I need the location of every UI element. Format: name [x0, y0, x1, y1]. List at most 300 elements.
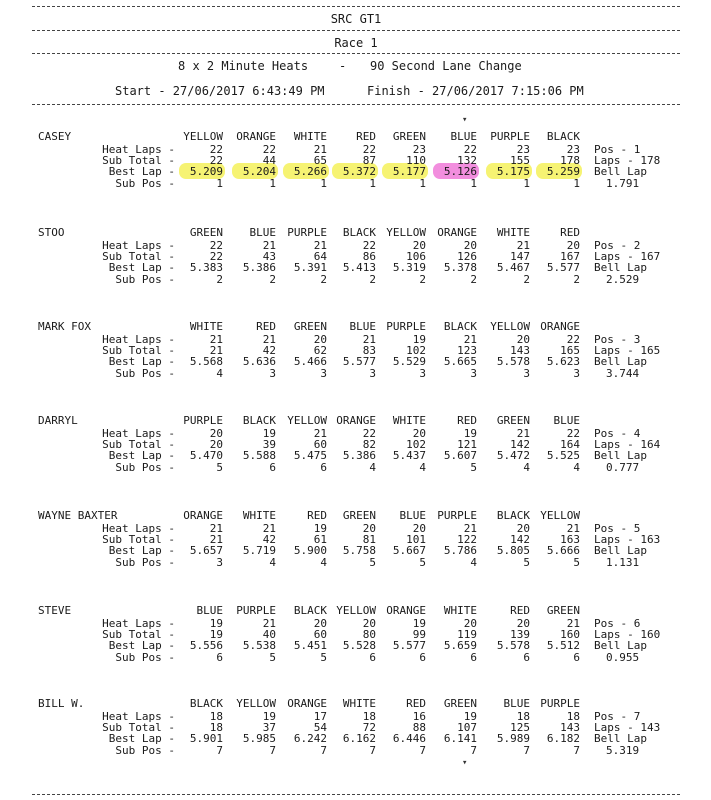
subtotal-value: 21: [209, 344, 223, 357]
subtotal-value: 43: [262, 250, 276, 263]
row-label-subpos: Sub Pos -: [115, 556, 175, 569]
subtotal-value: 107: [457, 721, 477, 734]
bell-lap-value: 0.777: [606, 461, 640, 474]
subpos-value: 5: [573, 556, 580, 569]
driver-name: STEVE: [38, 604, 72, 617]
subpos-value: 1: [369, 177, 376, 190]
lane-header: GREEN: [546, 604, 580, 617]
lane-header: PURPLE: [236, 604, 276, 617]
subpos-value: 3: [419, 367, 426, 380]
best-value: 5.578: [496, 355, 530, 368]
total-laps-value: Laps - 164: [594, 438, 661, 451]
row-label-best: Best Lap -: [108, 165, 175, 178]
row-label-subtotal: Sub Total -: [102, 628, 175, 641]
best-value: 5.177: [392, 165, 426, 178]
best-value: 5.538: [242, 639, 276, 652]
heat-value: 21: [262, 617, 276, 630]
best-value: 5.568: [189, 355, 223, 368]
subpos-value: 6: [573, 651, 580, 664]
page-title: SRC GT1: [330, 12, 382, 26]
best-value: 5.204: [242, 165, 276, 178]
subpos-value: 5: [523, 556, 530, 569]
best-value: 5.386: [342, 449, 376, 462]
bell-lap-label: Bell Lap: [594, 165, 647, 178]
row-label-heat: Heat Laps -: [102, 333, 175, 346]
subtotal-value: 80: [362, 628, 376, 641]
subpos-value: 3: [369, 367, 376, 380]
heat-value: 22: [362, 427, 376, 440]
driver-block: [0, 697, 711, 787]
row-label-heat: Heat Laps -: [102, 143, 175, 156]
heat-value: 20: [362, 522, 376, 535]
heat-value: 19: [262, 427, 276, 440]
best-value: 5.989: [496, 732, 530, 745]
lane-header: WHITE: [293, 130, 327, 143]
best-value: 6.141: [443, 732, 477, 745]
subtotal-value: 102: [406, 344, 426, 357]
subpos-value: 4: [419, 461, 426, 474]
lane-header: ORANGE: [236, 130, 276, 143]
position-value: Pos - 5: [594, 522, 641, 535]
subpos-value: 6: [419, 651, 426, 664]
lane-header: PURPLE: [437, 509, 477, 522]
subtotal-value: 122: [457, 533, 477, 546]
best-value: 5.383: [189, 261, 223, 274]
position-value: Pos - 7: [594, 710, 641, 723]
subpos-value: 3: [269, 367, 276, 380]
subtotal-value: 167: [560, 250, 580, 263]
lane-header: WHITE: [189, 320, 223, 333]
heat-value: 20: [412, 239, 426, 252]
subpos-value: 4: [216, 367, 223, 380]
bell-lap-label: Bell Lap: [594, 261, 647, 274]
lane-header: GREEN: [496, 414, 530, 427]
bell-lap-value: 2.529: [606, 273, 640, 286]
heat-value: 20: [463, 617, 477, 630]
driver-block: [0, 604, 711, 694]
bell-lap-label: Bell Lap: [594, 544, 647, 557]
heat-value: 19: [412, 617, 426, 630]
heat-value: 17: [313, 710, 327, 723]
lane-header: RED: [457, 414, 477, 427]
bell-lap-value: 5.319: [606, 744, 640, 757]
subpos-value: 1: [573, 177, 580, 190]
subpos-value: 6: [269, 461, 276, 474]
subtotal-value: 60: [313, 438, 327, 451]
heat-value: 20: [412, 522, 426, 535]
heat-value: 20: [516, 333, 530, 346]
lane-change-format: 90 Second Lane Change: [370, 59, 522, 73]
best-value: 5.378: [443, 261, 477, 274]
row-label-heat: Heat Laps -: [102, 710, 175, 723]
subtotal-value: 83: [362, 344, 376, 357]
best-value: 5.786: [443, 544, 477, 557]
subpos-value: 3: [216, 556, 223, 569]
heat-value: 18: [516, 710, 530, 723]
row-label-subtotal: Sub Total -: [102, 250, 175, 263]
subtotal-value: 61: [313, 533, 327, 546]
row-label-best: Best Lap -: [108, 732, 175, 745]
driver-name: STOO: [38, 226, 65, 239]
heat-value: 20: [209, 427, 223, 440]
heat-value: 21: [566, 617, 580, 630]
subtotal-value: 123: [457, 344, 477, 357]
best-value: 5.209: [189, 165, 223, 178]
lane-header: BLACK: [293, 604, 327, 617]
subpos-value: 5: [470, 461, 477, 474]
row-label-subtotal: Sub Total -: [102, 154, 175, 167]
subpos-value: 3: [523, 367, 530, 380]
heat-value: 20: [313, 333, 327, 346]
bell-lap-value: 3.744: [606, 367, 640, 380]
scan-mark: ▾: [462, 758, 468, 768]
heat-value: 23: [516, 143, 530, 156]
best-value: 5.391: [293, 261, 327, 274]
bell-lap-label: Bell Lap: [594, 449, 647, 462]
lane-header: YELLOW: [287, 414, 327, 427]
heat-value: 19: [209, 617, 223, 630]
subpos-value: 7: [216, 744, 223, 757]
best-value: 5.413: [342, 261, 376, 274]
heat-value: 18: [566, 710, 580, 723]
subpos-value: 4: [573, 461, 580, 474]
heat-value: 20: [516, 617, 530, 630]
subtotal-value: 178: [560, 154, 580, 167]
subtotal-value: 18: [209, 721, 223, 734]
best-value: 6.446: [392, 732, 426, 745]
subtotal-value: 88: [412, 721, 426, 734]
row-label-best: Best Lap -: [108, 639, 175, 652]
lane-header: BLUE: [553, 414, 580, 427]
subtotal-value: 82: [362, 438, 376, 451]
heat-value: 22: [566, 427, 580, 440]
divider: [32, 104, 680, 105]
lane-header: WHITE: [342, 697, 376, 710]
subtotal-value: 42: [262, 344, 276, 357]
lane-header: RED: [510, 604, 530, 617]
subpos-value: 4: [523, 461, 530, 474]
subpos-value: 2: [320, 273, 327, 286]
best-value: 5.577: [546, 261, 580, 274]
lane-header: BLACK: [342, 226, 376, 239]
subtotal-value: 155: [510, 154, 530, 167]
driver-block: [0, 130, 711, 220]
subpos-value: 7: [369, 744, 376, 757]
subtotal-value: 39: [262, 438, 276, 451]
subtotal-value: 101: [406, 533, 426, 546]
subpos-value: 1: [523, 177, 530, 190]
lane-header: ORANGE: [183, 509, 223, 522]
heat-value: 19: [313, 522, 327, 535]
lane-header: BLACK: [189, 697, 223, 710]
format-separator: -: [339, 59, 347, 73]
best-value: 5.529: [392, 355, 426, 368]
subtotal-value: 147: [510, 250, 530, 263]
lane-header: RED: [356, 130, 376, 143]
lane-header: YELLOW: [336, 604, 376, 617]
heat-value: 22: [209, 143, 223, 156]
lane-header: WHITE: [392, 414, 426, 427]
best-value: 5.719: [242, 544, 276, 557]
heat-value: 22: [463, 143, 477, 156]
driver-name: WAYNE BAXTER: [38, 509, 118, 522]
subtotal-value: 86: [362, 250, 376, 263]
subpos-value: 7: [470, 744, 477, 757]
heat-value: 21: [313, 239, 327, 252]
subpos-value: 6: [523, 651, 530, 664]
lane-header: PURPLE: [540, 697, 580, 710]
subtotal-value: 102: [406, 438, 426, 451]
position-value: Pos - 2: [594, 239, 641, 252]
position-value: Pos - 4: [594, 427, 641, 440]
subpos-value: 2: [573, 273, 580, 286]
subpos-value: 2: [269, 273, 276, 286]
best-value: 5.667: [392, 544, 426, 557]
lane-header: YELLOW: [490, 320, 530, 333]
total-laps-value: Laps - 143: [594, 721, 661, 734]
best-value: 5.900: [293, 544, 327, 557]
subtotal-value: 160: [560, 628, 580, 641]
row-label-best: Best Lap -: [108, 261, 175, 274]
lane-header: PURPLE: [386, 320, 426, 333]
subpos-value: 1: [216, 177, 223, 190]
lane-header: PURPLE: [183, 414, 223, 427]
subtotal-value: 64: [313, 250, 327, 263]
lane-header: RED: [560, 226, 580, 239]
subtotal-value: 87: [362, 154, 376, 167]
heat-value: 22: [566, 333, 580, 346]
best-value: 5.623: [546, 355, 580, 368]
total-laps-value: Laps - 165: [594, 344, 661, 357]
lane-header: WHITE: [496, 226, 530, 239]
position-value: Pos - 1: [594, 143, 641, 156]
heat-value: 20: [516, 522, 530, 535]
subtotal-value: 106: [406, 250, 426, 263]
total-laps-value: Laps - 167: [594, 250, 661, 263]
finish-time: Finish - 27/06/2017 7:15:06 PM: [367, 84, 584, 98]
subpos-value: 2: [216, 273, 223, 286]
subtotal-value: 139: [510, 628, 530, 641]
subpos-value: 7: [320, 744, 327, 757]
row-label-subtotal: Sub Total -: [102, 438, 175, 451]
subtotal-value: 42: [262, 533, 276, 546]
row-label-subpos: Sub Pos -: [115, 744, 175, 757]
best-value: 5.578: [496, 639, 530, 652]
row-label-best: Best Lap -: [108, 355, 175, 368]
bell-lap-label: Bell Lap: [594, 355, 647, 368]
best-value: 5.175: [496, 165, 530, 178]
total-laps-value: Laps - 163: [594, 533, 661, 546]
subtotal-value: 142: [510, 533, 530, 546]
best-value: 5.319: [392, 261, 426, 274]
lane-header: GREEN: [293, 320, 327, 333]
subpos-value: 1: [269, 177, 276, 190]
heat-value: 20: [566, 239, 580, 252]
subpos-value: 1: [419, 177, 426, 190]
heat-value: 21: [313, 143, 327, 156]
bell-lap-value: 1.791: [606, 177, 640, 190]
lane-header: ORANGE: [386, 604, 426, 617]
subtotal-value: 126: [457, 250, 477, 263]
subpos-value: 1: [470, 177, 477, 190]
subpos-value: 5: [419, 556, 426, 569]
heat-value: 21: [463, 333, 477, 346]
divider: [32, 794, 680, 795]
subtotal-value: 22: [209, 154, 223, 167]
subtotal-value: 19: [209, 628, 223, 641]
heat-value: 21: [209, 522, 223, 535]
subpos-value: 6: [470, 651, 477, 664]
best-value: 6.242: [293, 732, 327, 745]
heat-value: 21: [262, 522, 276, 535]
subpos-value: 7: [269, 744, 276, 757]
best-value: 5.636: [242, 355, 276, 368]
driver-name: CASEY: [38, 130, 72, 143]
subpos-value: 7: [419, 744, 426, 757]
start-time: Start - 27/06/2017 6:43:49 PM: [115, 84, 325, 98]
best-value: 5.266: [293, 165, 327, 178]
lane-header: BLACK: [242, 414, 276, 427]
best-value: 5.577: [342, 355, 376, 368]
heat-value: 21: [313, 427, 327, 440]
subpos-value: 2: [470, 273, 477, 286]
best-value: 6.182: [546, 732, 580, 745]
driver-block: [0, 320, 711, 410]
lane-header: ORANGE: [287, 697, 327, 710]
subtotal-value: 72: [362, 721, 376, 734]
best-value: 5.666: [546, 544, 580, 557]
subtotal-value: 60: [313, 628, 327, 641]
driver-name: MARK FOX: [38, 320, 91, 333]
heat-value: 21: [209, 333, 223, 346]
subpos-value: 4: [269, 556, 276, 569]
driver-block: [0, 226, 711, 316]
subtotal-value: 125: [510, 721, 530, 734]
heat-value: 20: [362, 617, 376, 630]
best-value: 5.577: [392, 639, 426, 652]
subtotal-value: 21: [209, 533, 223, 546]
row-label-subtotal: Sub Total -: [102, 533, 175, 546]
subtotal-value: 37: [262, 721, 276, 734]
row-label-heat: Heat Laps -: [102, 522, 175, 535]
lane-header: ORANGE: [540, 320, 580, 333]
heat-value: 20: [313, 617, 327, 630]
row-label-heat: Heat Laps -: [102, 617, 175, 630]
row-label-subtotal: Sub Total -: [102, 344, 175, 357]
best-value: 5.259: [546, 165, 580, 178]
lane-header: WHITE: [242, 509, 276, 522]
best-value: 5.475: [293, 449, 327, 462]
subtotal-value: 40: [262, 628, 276, 641]
heat-value: 21: [566, 522, 580, 535]
row-label-subpos: Sub Pos -: [115, 651, 175, 664]
best-value: 5.386: [242, 261, 276, 274]
subpos-value: 3: [573, 367, 580, 380]
subtotal-value: 65: [313, 154, 327, 167]
lane-header: YELLOW: [540, 509, 580, 522]
row-label-heat: Heat Laps -: [102, 239, 175, 252]
best-value: 5.437: [392, 449, 426, 462]
best-value: 6.162: [342, 732, 376, 745]
subtotal-value: 62: [313, 344, 327, 357]
subtotal-value: 165: [560, 344, 580, 357]
subtotal-value: 22: [209, 250, 223, 263]
subpos-value: 4: [369, 461, 376, 474]
subpos-value: 5: [216, 461, 223, 474]
best-value: 5.451: [293, 639, 327, 652]
scan-mark: ▾: [462, 115, 468, 125]
heat-value: 21: [516, 239, 530, 252]
lane-header: BLUE: [349, 320, 376, 333]
lane-header: ORANGE: [437, 226, 477, 239]
lane-header: BLUE: [503, 697, 530, 710]
best-value: 5.985: [242, 732, 276, 745]
lane-header: BLACK: [546, 130, 580, 143]
best-value: 5.467: [496, 261, 530, 274]
subpos-value: 3: [470, 367, 477, 380]
lane-header: BLUE: [196, 604, 223, 617]
divider: [32, 6, 680, 7]
position-value: Pos - 3: [594, 333, 641, 346]
subpos-value: 4: [320, 556, 327, 569]
heat-value: 20: [412, 427, 426, 440]
heat-value: 21: [516, 427, 530, 440]
subpos-value: 2: [523, 273, 530, 286]
row-label-heat: Heat Laps -: [102, 427, 175, 440]
subtotal-value: 119: [457, 628, 477, 641]
lane-header: ORANGE: [336, 414, 376, 427]
heat-value: 23: [566, 143, 580, 156]
heat-value: 21: [262, 239, 276, 252]
best-value: 5.901: [189, 732, 223, 745]
row-label-subpos: Sub Pos -: [115, 177, 175, 190]
heat-value: 22: [362, 239, 376, 252]
subtotal-value: 54: [313, 721, 327, 734]
best-value: 5.512: [546, 639, 580, 652]
best-value: 5.525: [546, 449, 580, 462]
divider: [32, 30, 680, 31]
lane-header: WHITE: [443, 604, 477, 617]
bell-lap-value: 0.955: [606, 651, 640, 664]
subpos-value: 6: [320, 461, 327, 474]
subpos-value: 5: [320, 651, 327, 664]
best-value: 5.466: [293, 355, 327, 368]
best-value: 5.758: [342, 544, 376, 557]
heat-value: 21: [362, 333, 376, 346]
best-value: 5.556: [189, 639, 223, 652]
heat-value: 19: [463, 427, 477, 440]
subtotal-value: 121: [457, 438, 477, 451]
lane-header: RED: [256, 320, 276, 333]
subpos-value: 5: [269, 651, 276, 664]
bell-lap-label: Bell Lap: [594, 732, 647, 745]
driver-block: [0, 414, 711, 504]
heat-value: 21: [463, 522, 477, 535]
subtotal-value: 132: [457, 154, 477, 167]
lane-header: BLUE: [249, 226, 276, 239]
heat-value: 19: [463, 710, 477, 723]
subpos-value: 6: [369, 651, 376, 664]
heat-value: 22: [209, 239, 223, 252]
subpos-value: 6: [216, 651, 223, 664]
lane-header: RED: [307, 509, 327, 522]
row-label-subpos: Sub Pos -: [115, 367, 175, 380]
best-value: 5.470: [189, 449, 223, 462]
heat-value: 23: [412, 143, 426, 156]
lane-header: GREEN: [189, 226, 223, 239]
subtotal-value: 44: [262, 154, 276, 167]
lane-header: BLACK: [443, 320, 477, 333]
